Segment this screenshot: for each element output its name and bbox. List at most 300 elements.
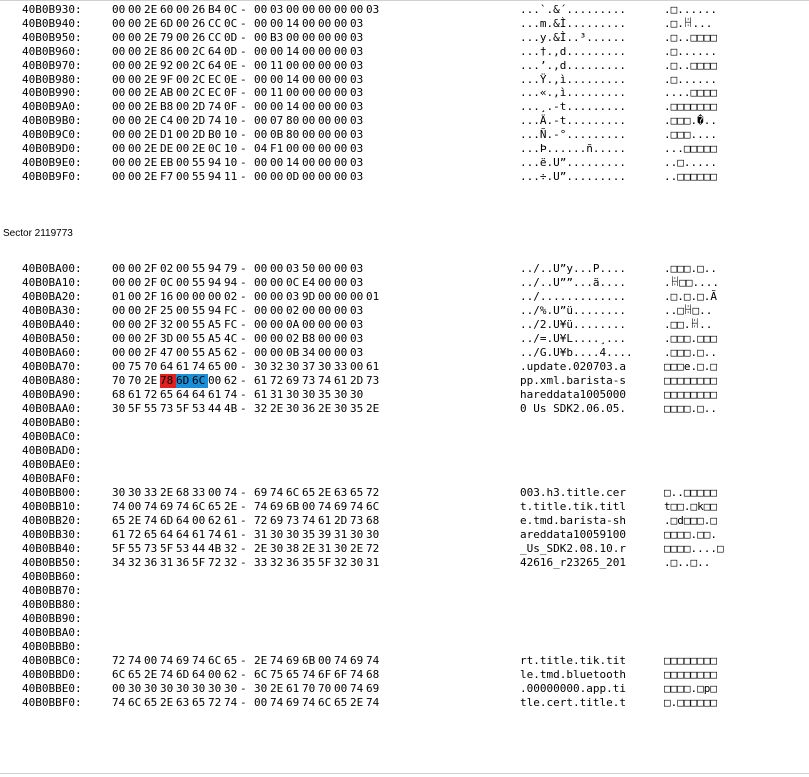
hex-byte[interactable]: 30 [208, 682, 222, 695]
hex-byte[interactable]: 74 [254, 500, 268, 513]
hex-byte[interactable]: 35 [302, 556, 316, 569]
hex-byte[interactable]: 00 [318, 114, 332, 128]
hex-byte[interactable]: B4 [208, 3, 222, 16]
hex-byte[interactable]: 00 [334, 100, 348, 114]
hex-byte[interactable]: 64 [192, 668, 206, 681]
row-hex-bytes[interactable] [112, 128, 366, 142]
hex-byte[interactable]: 69 [366, 682, 380, 695]
hex-byte[interactable]: 00 [302, 128, 316, 142]
hex-byte[interactable]: 2E [144, 374, 158, 387]
hex-byte[interactable]: 03 [350, 44, 364, 58]
row-hex-bytes[interactable] [112, 114, 366, 128]
hex-byte[interactable]: 10 [224, 155, 238, 169]
hex-byte[interactable]: 65 [208, 360, 222, 373]
hex-byte[interactable]: 62 [224, 346, 238, 359]
hex-byte[interactable]: 00 [318, 16, 332, 30]
hex-byte[interactable]: 03 [350, 72, 364, 86]
hex-byte[interactable]: 6C [254, 668, 268, 681]
hex-byte[interactable]: 61 [208, 388, 222, 401]
hex-byte[interactable]: 0C [224, 3, 238, 16]
hex-byte[interactable]: 6C [366, 500, 380, 513]
row-unicode[interactable]: □□□□....□ [664, 542, 724, 555]
hex-byte[interactable]: 79 [160, 30, 174, 44]
hex-byte[interactable]: 2E [270, 402, 284, 415]
hex-byte[interactable]: 00 [128, 3, 142, 16]
hex-byte[interactable]: 2E [318, 486, 332, 499]
row-hex-bytes[interactable] [112, 86, 366, 100]
hex-byte[interactable]: 53 [192, 402, 206, 415]
hex-byte[interactable]: 32 [128, 556, 142, 569]
hex-byte[interactable]: 00 [112, 142, 126, 155]
hex-byte[interactable]: 00 [112, 360, 126, 373]
hex-byte[interactable]: 2F [144, 318, 158, 331]
hex-byte[interactable]: 01 [366, 290, 380, 303]
row-ascii[interactable]: rt.title.tik.tit [520, 654, 626, 667]
hex-byte[interactable]: 00 [334, 276, 348, 289]
hex-byte[interactable]: 74 [144, 514, 158, 527]
hex-byte[interactable]: 00 [176, 30, 190, 44]
hex-byte[interactable]: 00 [176, 169, 190, 183]
hex-byte[interactable]: 2F [144, 262, 158, 275]
hex-byte[interactable]: 0D [286, 169, 300, 183]
hex-byte[interactable]: 73 [350, 514, 364, 527]
hex-byte[interactable]: 61 [176, 360, 190, 373]
hex-byte[interactable]: 6C [128, 696, 142, 709]
row-ascii[interactable]: ...Þ......ñ..... [520, 142, 626, 155]
hex-byte[interactable]: 6F [318, 668, 332, 681]
hex-byte[interactable]: 00 [254, 262, 268, 275]
hex-byte[interactable]: 74 [208, 114, 222, 128]
hex-byte[interactable]: 2C [192, 72, 206, 86]
hex-byte[interactable]: 74 [302, 668, 316, 681]
hex-byte[interactable]: 02 [286, 304, 300, 317]
hex-byte[interactable]: 00 [254, 696, 268, 709]
hex-byte[interactable]: 74 [302, 514, 316, 527]
hex-byte[interactable]: 04 [254, 142, 268, 155]
hex-byte[interactable]: 00 [334, 3, 348, 16]
hex-byte[interactable]: 55 [192, 169, 206, 183]
hex-byte[interactable]: 00 [270, 332, 284, 345]
hex-byte[interactable]: 00 [176, 155, 190, 169]
row-hex-bytes[interactable] [112, 542, 382, 556]
hex-byte[interactable]: 00 [128, 169, 142, 183]
hex-byte[interactable]: 60 [160, 3, 174, 16]
hex-byte[interactable]: 00 [302, 86, 316, 100]
hex-byte[interactable]: 69 [334, 500, 348, 513]
row-hex-bytes[interactable] [112, 374, 382, 388]
hex-byte[interactable]: 74 [350, 668, 364, 681]
hex-byte[interactable]: 55 [144, 402, 158, 415]
hex-byte[interactable]: 2D [192, 114, 206, 128]
hex-byte[interactable]: 00 [318, 128, 332, 142]
hex-byte[interactable]: 00 [128, 304, 142, 317]
hex-byte[interactable]: 86 [160, 44, 174, 58]
hex-byte[interactable]: 00 [192, 290, 206, 303]
row-ascii[interactable]: le.tmd.bluetooth [520, 668, 626, 681]
hex-byte[interactable]: 5F [112, 542, 126, 555]
hex-byte[interactable]: 2C [192, 58, 206, 72]
hex-byte[interactable]: FC [224, 304, 238, 317]
hex-byte[interactable]: 6C [208, 654, 222, 667]
hex-byte[interactable]: 6B [286, 500, 300, 513]
hex-byte[interactable]: 03 [350, 304, 364, 317]
hex-byte[interactable]: 00 [176, 318, 190, 331]
row-unicode[interactable]: .□□□.□□□ [664, 332, 717, 345]
hex-byte[interactable]: 00 [270, 276, 284, 289]
hex-byte[interactable]: 33 [192, 486, 206, 499]
hex-byte[interactable]: 00 [334, 142, 348, 155]
hex-byte[interactable]: 00 [350, 290, 364, 303]
hex-byte[interactable]: 25 [160, 304, 174, 317]
hex-byte[interactable]: 0E [224, 58, 238, 72]
row-unicode[interactable]: .□d□□□.□ [664, 514, 717, 527]
hex-byte[interactable]: 6C [318, 696, 332, 709]
hex-byte[interactable]: 00 [112, 682, 126, 695]
hex-byte[interactable]: 00 [254, 86, 268, 100]
row-hex-bytes[interactable] [112, 170, 366, 184]
hex-byte[interactable]: 74 [144, 500, 158, 513]
hex-byte[interactable]: 0C [160, 276, 174, 289]
hex-byte[interactable]: 64 [160, 528, 174, 541]
hex-byte[interactable]: 38 [286, 542, 300, 555]
hex-byte[interactable]: 61 [224, 528, 238, 541]
hex-byte[interactable]: 00 [302, 100, 316, 114]
row-unicode[interactable]: ..□..... [664, 155, 717, 169]
hex-byte[interactable]: 73 [302, 374, 316, 387]
hex-byte[interactable]: 3D [160, 332, 174, 345]
hex-byte[interactable]: 00 [286, 58, 300, 72]
hex-byte[interactable]: 00 [318, 72, 332, 86]
hex-byte[interactable]: AB [160, 86, 174, 100]
hex-byte[interactable]: 00 [128, 128, 142, 142]
hex-byte[interactable]: 10 [224, 114, 238, 128]
hex-byte[interactable]: 65 [128, 668, 142, 681]
hex-byte[interactable]: 35 [302, 528, 316, 541]
hex-byte[interactable]: 00 [112, 86, 126, 100]
hex-byte[interactable]: B8 [302, 332, 316, 345]
hex-byte[interactable]: 00 [128, 16, 142, 30]
hex-byte[interactable]: 00 [176, 142, 190, 155]
hex-byte[interactable]: 30 [286, 388, 300, 401]
row-unicode[interactable]: □□□□.□.. [664, 402, 717, 415]
hex-byte[interactable]: 64 [176, 528, 190, 541]
hex-byte[interactable]: 65 [302, 486, 316, 499]
hex-byte[interactable]: 00 [302, 500, 316, 513]
hex-byte[interactable]: 00 [334, 682, 348, 695]
hex-byte[interactable]: 00 [176, 290, 190, 303]
row-ascii[interactable]: ../G.U¥b....4.... [520, 346, 633, 359]
row-unicode[interactable]: .□.□.□.Ã [664, 290, 717, 303]
hex-byte[interactable]: 03 [350, 262, 364, 275]
hex-byte[interactable]: 2E [318, 402, 332, 415]
row-unicode[interactable]: .□□□.□.. [664, 262, 717, 275]
hex-byte[interactable]: 00 [318, 346, 332, 359]
hex-byte[interactable]: 03 [270, 3, 284, 16]
hex-byte[interactable]: 03 [350, 169, 364, 183]
hex-byte[interactable]: 00 [208, 668, 222, 681]
hex-byte[interactable]: 00 [318, 44, 332, 58]
row-hex-bytes[interactable] [112, 528, 382, 542]
hex-byte[interactable]: 00 [334, 155, 348, 169]
hex-byte[interactable]: 55 [192, 346, 206, 359]
hex-byte[interactable]: 74 [366, 696, 380, 709]
row-ascii[interactable]: ../%.U”ü........ [520, 304, 626, 317]
row-hex-bytes[interactable] [112, 346, 366, 360]
row-ascii[interactable]: ../..U””...ä.... [520, 276, 626, 289]
row-hex-bytes[interactable] [112, 156, 366, 170]
hex-byte[interactable]: 00 [254, 318, 268, 331]
hex-byte[interactable]: 00 [112, 318, 126, 331]
row-unicode[interactable]: .□..□□□□ [664, 30, 717, 44]
hex-byte[interactable]: 72 [144, 388, 158, 401]
row-ascii[interactable]: ...Ä.-t......... [520, 114, 626, 128]
hex-byte[interactable]: 64 [208, 58, 222, 72]
hex-byte[interactable]: 74 [350, 500, 364, 513]
hex-byte[interactable]: 07 [270, 114, 284, 128]
hex-byte[interactable]: 14 [286, 44, 300, 58]
hex-byte[interactable]: 2F [144, 304, 158, 317]
hex-byte[interactable]: 30 [192, 682, 206, 695]
hex-byte[interactable]: 00 [208, 374, 222, 387]
row-unicode[interactable]: .□□.ꀍ.. [664, 318, 713, 331]
hex-byte[interactable]: 47 [160, 346, 174, 359]
row-ascii[interactable]: pp.xml.barista-s [520, 374, 626, 387]
row-hex-bytes[interactable] [112, 668, 382, 682]
hex-byte[interactable]: 94 [208, 276, 222, 289]
hex-byte[interactable]: 6D [160, 16, 174, 30]
row-hex-bytes[interactable] [112, 682, 382, 696]
hex-byte[interactable]: 00 [254, 72, 268, 86]
hex-byte[interactable]: 69 [270, 514, 284, 527]
hex-byte[interactable]: 16 [160, 290, 174, 303]
hex-byte[interactable]: 65 [192, 696, 206, 709]
hex-byte[interactable]: 00 [302, 44, 316, 58]
hex-byte[interactable]: 00 [302, 169, 316, 183]
hex-byte[interactable]: 2E [144, 668, 158, 681]
hex-byte[interactable]: 31 [334, 528, 348, 541]
hex-byte[interactable]: 31 [366, 556, 380, 569]
hex-byte[interactable]: 32 [254, 402, 268, 415]
hex-byte[interactable]: 34 [112, 556, 126, 569]
row-unicode[interactable]: ...□□□□□ [664, 142, 717, 155]
hex-byte[interactable]: 00 [254, 304, 268, 317]
hex-byte[interactable]: 6D [160, 514, 174, 527]
hex-byte[interactable]: 64 [176, 514, 190, 527]
hex-byte[interactable]: 00 [128, 346, 142, 359]
hex-byte[interactable]: 70 [302, 682, 316, 695]
hex-byte[interactable]: 2E [270, 682, 284, 695]
hex-byte[interactable]: 03 [350, 128, 364, 142]
hex-byte[interactable]: F1 [270, 142, 284, 155]
hex-byte[interactable]: 2E [144, 114, 158, 128]
hex-byte[interactable]: 03 [350, 318, 364, 331]
hex-byte[interactable]: 74 [208, 528, 222, 541]
hex-byte[interactable]: 72 [366, 486, 380, 499]
hex-byte[interactable]: 2D [334, 514, 348, 527]
row-unicode[interactable]: .□□□.�.. [664, 114, 717, 128]
hex-byte[interactable]: 63 [176, 696, 190, 709]
hex-byte[interactable]: 00 [176, 276, 190, 289]
hex-byte[interactable]: 72 [270, 374, 284, 387]
hex-byte[interactable]: 00 [334, 290, 348, 303]
hex-byte[interactable]: 03 [350, 142, 364, 155]
hex-byte[interactable]: 4B [208, 542, 222, 555]
row-ascii[interactable]: e.tmd.barista-sh [520, 514, 626, 527]
row-unicode[interactable]: .□□□□□□□ [664, 100, 717, 114]
hex-byte[interactable]: 30 [270, 542, 284, 555]
hex-byte[interactable]: 00 [128, 100, 142, 114]
hex-byte[interactable]: 0C [224, 16, 238, 30]
hex-byte[interactable]: 00 [112, 30, 126, 44]
hex-byte[interactable]: 2E [144, 86, 158, 100]
hex-byte[interactable]: 0D [224, 30, 238, 44]
hex-byte[interactable]: 70 [144, 360, 158, 373]
hex-byte[interactable]: 73 [366, 374, 380, 387]
hex-byte[interactable]: 00 [334, 318, 348, 331]
hex-byte[interactable]: 72 [208, 556, 222, 569]
row-ascii[interactable]: .00000000.app.ti [520, 682, 626, 695]
row-unicode[interactable]: ..□□□□□□ [664, 169, 717, 183]
hex-byte[interactable]: 74 [176, 500, 190, 513]
hex-byte[interactable]: 00 [270, 44, 284, 58]
hex-byte[interactable]: 2E [144, 142, 158, 155]
hex-byte[interactable]: 2E [254, 542, 268, 555]
hex-byte[interactable]: 55 [192, 332, 206, 345]
hex-byte[interactable]: 55 [192, 262, 206, 275]
row-ascii[interactable]: ...¸.-t......... [520, 100, 626, 114]
hex-byte[interactable]: 00 [318, 318, 332, 331]
hex-byte[interactable]: 2E [366, 402, 380, 415]
hex-byte[interactable]: 03 [286, 262, 300, 275]
hex-byte[interactable]: 36 [176, 556, 190, 569]
row-ascii[interactable]: ...«.,ì......... [520, 86, 626, 100]
hex-byte[interactable]: 73 [144, 542, 158, 555]
hex-byte[interactable]: 65 [334, 696, 348, 709]
hex-byte[interactable]: 30 [334, 388, 348, 401]
hex-byte[interactable]: 00 [176, 346, 190, 359]
hex-byte[interactable]: 31 [254, 528, 268, 541]
hex-byte[interactable]: 44 [192, 542, 206, 555]
hex-byte[interactable]: 00 [334, 128, 348, 142]
hex-byte[interactable]: 00 [318, 654, 332, 667]
hex-byte[interactable]: 00 [286, 30, 300, 44]
row-hex-bytes[interactable] [112, 45, 366, 59]
row-ascii[interactable]: ...’.,d......... [520, 58, 626, 72]
row-ascii[interactable]: areddata10059100 [520, 528, 626, 541]
hex-byte[interactable]: 2E [144, 72, 158, 86]
hex-byte[interactable]: 00 [318, 304, 332, 317]
hex-byte[interactable]: 00 [270, 169, 284, 183]
hex-byte[interactable]: 00 [254, 332, 268, 345]
row-ascii[interactable]: _Us_SDK2.08.10.r [520, 542, 626, 555]
hex-byte[interactable]: 00 [334, 262, 348, 275]
hex-byte[interactable]: 2E [192, 142, 206, 155]
hex-byte[interactable]: 14 [286, 16, 300, 30]
hex-byte[interactable]: 69 [270, 500, 284, 513]
row-unicode[interactable]: .□...... [664, 72, 717, 86]
row-unicode[interactable]: .□..□□□□ [664, 58, 717, 72]
hex-byte[interactable]: 75 [128, 360, 142, 373]
hex-byte[interactable]: 00 [334, 169, 348, 183]
row-ascii[interactable]: t.title.tik.titl [520, 500, 626, 513]
hex-byte[interactable]: 00 [112, 304, 126, 317]
hex-byte[interactable]: 00 [318, 332, 332, 345]
hex-byte[interactable]: 01 [112, 290, 126, 303]
row-hex-bytes[interactable] [112, 100, 366, 114]
row-unicode[interactable]: .□□□.□.. [664, 346, 717, 359]
hex-byte[interactable]: 36 [302, 402, 316, 415]
row-hex-bytes[interactable] [112, 3, 382, 17]
hex-byte[interactable]: 94 [208, 155, 222, 169]
hex-byte[interactable]: 00 [128, 86, 142, 100]
hex-byte[interactable]: 00 [128, 276, 142, 289]
hex-byte[interactable]: 6F [334, 668, 348, 681]
hex-byte[interactable]: 00 [208, 486, 222, 499]
hex-byte[interactable]: 61 [254, 374, 268, 387]
hex-byte[interactable]: 30 [334, 402, 348, 415]
hex-byte[interactable]: 61 [286, 682, 300, 695]
hex-byte[interactable]: A5 [208, 346, 222, 359]
hex-byte[interactable]: 94 [208, 304, 222, 317]
hex-byte[interactable]: 30 [224, 682, 238, 695]
hex-byte[interactable]: 00 [334, 44, 348, 58]
hex-byte[interactable]: 00 [302, 114, 316, 128]
hex-byte[interactable]: 74 [112, 500, 126, 513]
hex-byte[interactable]: 03 [350, 100, 364, 114]
hex-byte[interactable]: 0A [286, 318, 300, 331]
hex-byte[interactable]: 10 [224, 128, 238, 142]
row-ascii[interactable]: ...m.&Ì......... [520, 16, 626, 30]
hex-byte[interactable]: 61 [112, 528, 126, 541]
hex-byte[interactable]: 2D [192, 128, 206, 142]
hex-byte[interactable]: 26 [192, 30, 206, 44]
hex-byte[interactable]: 65 [286, 668, 300, 681]
hex-byte[interactable]: 2E [254, 654, 268, 667]
hex-byte[interactable]: 00 [176, 114, 190, 128]
hex-byte[interactable]: 5F [192, 556, 206, 569]
row-ascii[interactable]: ...†.,d......... [520, 44, 626, 58]
row-unicode[interactable]: t□□.□k□□ [664, 500, 717, 513]
hex-byte[interactable]: 2F [144, 346, 158, 359]
hex-byte[interactable]: 00 [334, 86, 348, 100]
hex-byte[interactable]: 00 [286, 86, 300, 100]
hex-byte[interactable]: 00 [318, 142, 332, 155]
hex-byte[interactable]: 65 [350, 486, 364, 499]
hex-byte[interactable]: 00 [318, 290, 332, 303]
hex-byte[interactable]: 26 [192, 16, 206, 30]
hex-byte[interactable]: 00 [112, 169, 126, 183]
hex-byte[interactable]: 14 [286, 100, 300, 114]
hex-byte[interactable]: 00 [270, 100, 284, 114]
hex-byte[interactable]: CC [208, 30, 222, 44]
row-unicode[interactable]: .□...... [664, 3, 717, 16]
hex-byte[interactable]: 00 [318, 169, 332, 183]
hex-byte[interactable]: 00 [112, 155, 126, 169]
hex-byte[interactable]: 36 [144, 556, 158, 569]
row-ascii[interactable]: ...÷.U”......... [520, 169, 626, 183]
hex-byte[interactable]: 31 [318, 542, 332, 555]
hex-byte[interactable]: 68 [176, 486, 190, 499]
hex-byte[interactable]: 79 [224, 262, 238, 275]
hex-byte[interactable]: 2F [144, 290, 158, 303]
hex-byte[interactable]: 70 [112, 374, 126, 387]
hex-byte[interactable]: 2E [144, 30, 158, 44]
row-ascii[interactable]: ...y.&Ì..³...... [520, 30, 626, 44]
row-hex-bytes[interactable] [112, 31, 366, 45]
hex-byte[interactable]: 94 [208, 169, 222, 183]
hex-byte[interactable]: 00 [112, 276, 126, 289]
hex-byte[interactable]: 65 [224, 654, 238, 667]
